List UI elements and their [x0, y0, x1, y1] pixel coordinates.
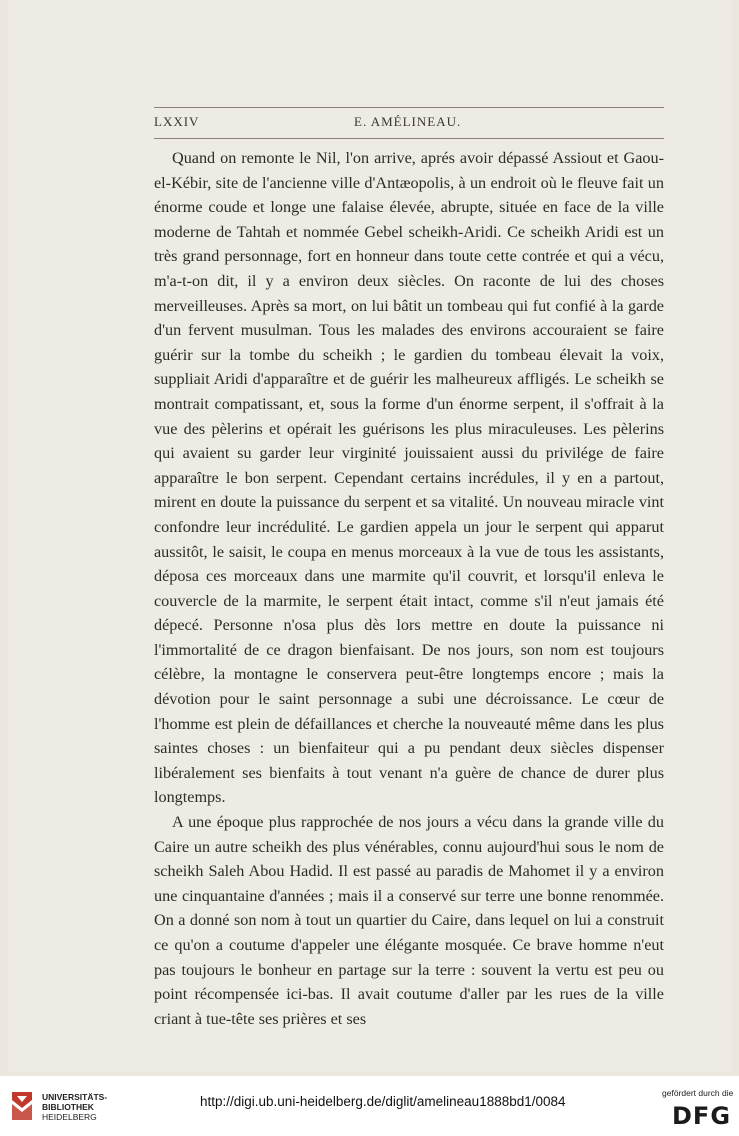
paragraph-1: Quand on remonte le Nil, l'on arrive, aprés avoir dépassé Assiout et Gaou-el-Kébir, site de l'ancienne ville d'Antæopolis, à un endroit où le fleuve fait un énorme coude et longe une falaise élevée, abrupte, située en face de la ville moderne de Tahtah et nommée Gebel scheikh-Aridi. Ce scheikh Aridi est un très grand personnage, fort en honneur dans toute cette contrée et qui a vécu, m'a-t-on dit, il y a environ deux siècles. On raconte de lui des choses merveilleuses. Après sa mort, on lui bâtit un tombeau qui fut confié à la garde d'un fervent musulman. Tous les malades des environs accouraient se faire guérir sur la tombe du scheikh ; le gardien du tombeau élevait la voix, suppliait Aridi d'apparaître et de guérir les malheureux affligés. Le scheikh se montrait compatissant, et, sous la forme d'un énorme serpent, il s'offrait à la vue des pèlerins et opérait les guérisons les plus miraculeuses. Les pèlerins qui avaient su garder leur virginité jouissaient aussi du privilége de faire apparaître le bon serpent. Cependant certains incrédules, il y en a partout, mirent en doute la puissance du serpent et sa vitalité. Un nouveau miracle vint confondre leur incrédulité. Le gardien appela un jour le serpent qui apparut aussitôt, le saisit, le coupa en menus morceaux à la vue de tous les assistants, déposa ces morceaux dans une marmite qu'il couvrit, et lorsqu'il enleva le couvercle de la marmite, le serpent était intact, comme s'il n'eut jamais été dépecé. Personne n'osa plus dès lors mettre en doute la puissance ni l'immortalité de ce dragon bienfaisant. De nos jours, son nom est toujours célèbre, la montagne le conservera peut-être longtemps encore ; mais la dévotion pour le saint personnage a subi une décroissance. Le cœur de l'homme est plein de défaillances et cherche la nouveauté même dans les plus saintes choses : un bienfaiteur qui a pu pendant deux siècles dispenser libéralement ses bienfaits à tout venant n'a guère de chance de durer plus longtemps. [154, 149, 664, 807]
library-name-line-3: HEIDELBERG [42, 1112, 97, 1122]
source-url-link[interactable]: http://digi.ub.uni-heidelberg.de/diglit/amelineau1888bd1/0084 [200, 1094, 566, 1109]
footer-bar [0, 1076, 739, 1136]
body-text [154, 146, 664, 1031]
paragraph-2: A une époque plus rapprochée de nos jours a vécu dans la grande ville du Caire un autre scheikh des plus vénérables, connu aujourd'hui sous le nom de scheikh Saleh Abou Hadid. Il est passé au paradis de Mahomet il y a environ une cinquantaine d'années ; mais il a conservé sur terre une bonne renommée. On a donné son nom à tout un quartier du Caire, dans lequel on lui a construit ce qu'on a coutume d'appeler une élégante mosquée. Ce brave homme n'eut pas toujours le bonheur en partage sur la terre : souvent la vertu est peu ou point récompensée ici-bas. Il avait coutume d'aller par les rues de la ville criant à tue-tête ses prières et ses [154, 813, 664, 1028]
running-title: E. AMÉLINEAU. [354, 114, 462, 129]
page-number: LXXIV [154, 114, 200, 129]
page-sheet [8, 0, 732, 1072]
funding-label: gefördert durch die [662, 1088, 734, 1098]
header-rule-top [154, 107, 664, 108]
dfg-logo: DFG [672, 1102, 732, 1130]
library-name [42, 1092, 107, 1122]
library-name-line-1: UNIVERSITÄTS- [42, 1092, 108, 1102]
library-name-line-2: BIBLIOTHEK [42, 1102, 94, 1112]
university-library-logo-icon [8, 1090, 36, 1122]
header-rule-bottom [154, 138, 664, 139]
